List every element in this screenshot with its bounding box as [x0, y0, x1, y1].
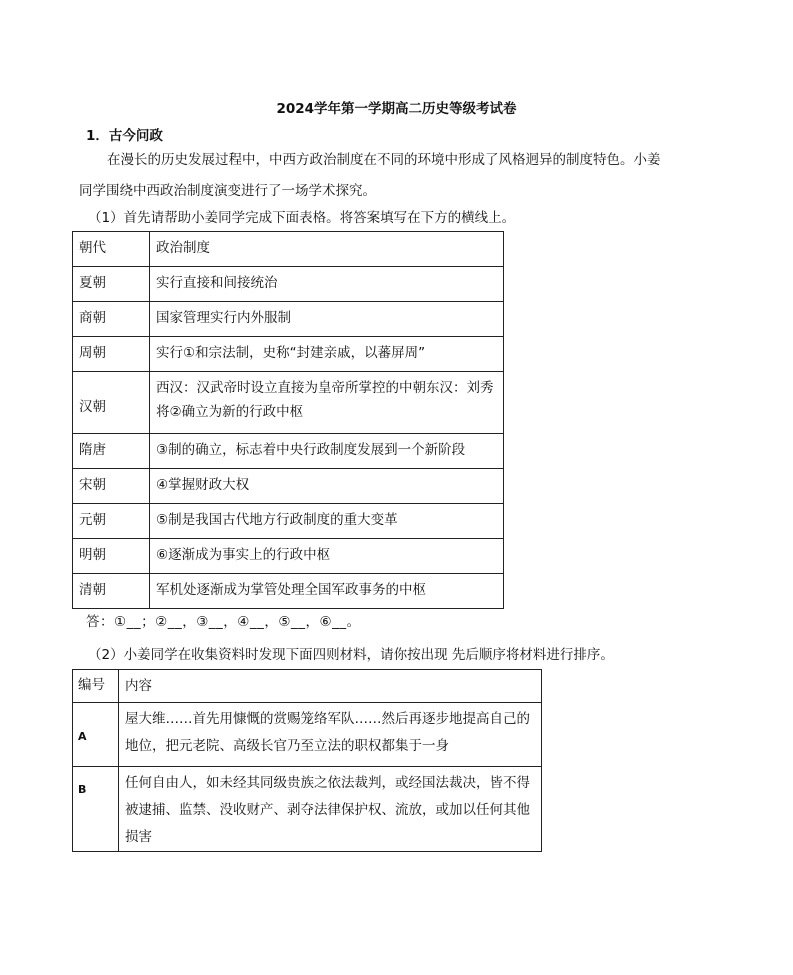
table-header-row [73, 232, 504, 267]
dynasty-cell: 商朝 [73, 302, 150, 337]
dynasty-cell: 明朝 [73, 539, 150, 574]
materials-table [72, 669, 542, 852]
system-cell: 西汉：汉武帝时设立直接为皇帝所掌控的中朝东汉：刘秀将②确立为新的行政中枢 [150, 372, 504, 434]
material-id: A [78, 730, 87, 743]
intro-paragraph-line1: 在漫长的历史发展过程中，中西方政治制度在不同的环境中形成了风格迥异的制度特色。小姜 [107, 152, 661, 168]
system-cell: ⑤制是我国古代地方行政制度的重大变革 [150, 504, 504, 539]
system-cell: 国家管理实行内外服制 [150, 302, 504, 337]
table-row [73, 469, 504, 504]
header-number: 编号 [73, 670, 119, 703]
question-heading: 1．古今问政 [86, 128, 163, 144]
dynasty-cell: 周朝 [73, 337, 150, 372]
system-cell: ③制的确立，标志着中央行政制度发展到一个新阶段 [150, 434, 504, 469]
table-row [73, 703, 542, 767]
material-content: 任何自由人，如未经其同级贵族之依法裁判，或经国法裁决，皆不得被逮捕、监禁、没收财产、剥夺法律保护权、流放，或加以任何其他损害 [119, 767, 542, 852]
sub-question-2: （2）小姜同学在收集资料时发现下面四则材料，请你按出现 先后顺序将材料进行排序。 [88, 647, 614, 663]
system-cell: 实行直接和间接统治 [150, 267, 504, 302]
table-row [73, 574, 504, 609]
table-header-row [73, 670, 542, 703]
dynasty-table [72, 231, 504, 609]
system-cell: ④掌握财政大权 [150, 469, 504, 504]
dynasty-cell: 汉朝 [73, 372, 150, 434]
dynasty-cell: 清朝 [73, 574, 150, 609]
header-system: 政治制度 [150, 232, 504, 267]
header-dynasty: 朝代 [73, 232, 150, 267]
table-row [73, 337, 504, 372]
answer-blanks-line: 答：①__；②__，③__，④__，⑤__，⑥__。 [86, 614, 361, 630]
dynasty-cell: 宋朝 [73, 469, 150, 504]
dynasty-cell: 夏朝 [73, 267, 150, 302]
system-cell: 军机处逐渐成为掌管处理全国军政事务的中枢 [150, 574, 504, 609]
system-cell: 实行①和宗法制，史称“封建亲戚，以蕃屏周” [150, 337, 504, 372]
table-row [73, 267, 504, 302]
table-row [73, 434, 504, 469]
table-row [73, 372, 504, 434]
material-content: 屋大维……首先用慷慨的赏赐笼络军队……然后再逐步地提高自己的地位，把元老院、高级长官乃至立法的职权都集于一身 [119, 703, 542, 767]
material-id: B [78, 783, 87, 796]
table-row [73, 767, 542, 852]
table-row [73, 504, 504, 539]
sub-question-1: （1）首先请帮助小姜同学完成下面表格。将答案填写在下方的横线上。 [88, 210, 516, 226]
exam-title: 2024学年第一学期高二历史等级考试卷 [276, 101, 517, 117]
dynasty-cell: 隋唐 [73, 434, 150, 469]
intro-paragraph-line2: 同学围绕中西政治制度演变进行了一场学术探究。 [79, 183, 376, 199]
header-content: 内容 [119, 670, 542, 703]
dynasty-cell: 元朝 [73, 504, 150, 539]
table-row [73, 302, 504, 337]
system-cell: ⑥逐渐成为事实上的行政中枢 [150, 539, 504, 574]
table-row [73, 539, 504, 574]
